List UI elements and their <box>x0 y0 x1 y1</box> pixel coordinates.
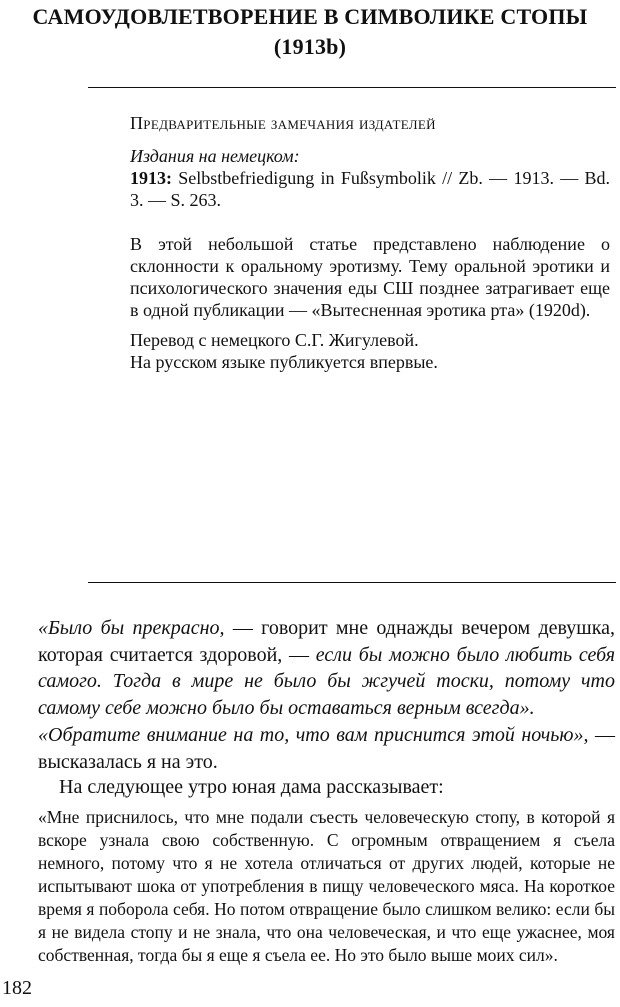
p1-normal-a: — говорит мне однажды вечером девушка, которая считается здоровой, — <box>38 617 615 666</box>
title-line-2: (1913b) <box>273 34 347 59</box>
body-paragraph-3: На следующее утро юная дама рассказывает: <box>59 776 444 798</box>
title-line-1: САМОУДОВЛЕТВОРЕНИЕ В СИМВОЛИКЕ СТОПЫ <box>32 4 588 29</box>
translation-note <box>130 329 610 373</box>
edition-year: 1913: <box>130 168 172 188</box>
body-paragraph-1 <box>38 615 615 721</box>
edition-entry <box>130 167 610 211</box>
page-title <box>30 2 590 62</box>
first-publication-note: На русском языке публикуется впервые. <box>130 352 438 372</box>
edition-text: Selbstbefriedigung in Fußsymbolik // Zb. — 1913. — Bd. 3. — S. 263. <box>130 168 611 210</box>
p1-italic-a: «Было бы прекрасно, <box>38 617 225 639</box>
editorial-description: В этой небольшой статье представлено наблюдение о склонности к оральному эротизму. Тему оральной эротики и психологического значения еды СШ позднее затрагивает еще в одной публикации — «Вытесненная эротика рта» (1920d). <box>130 234 610 320</box>
dream-quote: «Мне приснилось, что мне подали съесть человеческую стопу, в которой я вскоре узнала свою собственную. С огромным отвращением я съела немного, потому что я не хотела отличаться от других людей, которые не испытывают шока от употребления в пищу человеческого мяса. На короткое время я поборола себя. Но потом отвращение было слишком велико: если бы я не видела стопу и не знала, что она человеческая, и что еще ужаснее, моя собственная, тогда бы я еще я съела ее. Но это было выше моих сил». <box>38 807 615 965</box>
bottom-divider <box>88 582 616 583</box>
p2-normal: — высказалась я на это. <box>38 724 615 773</box>
translator-credit: Перевод с немецкого С.Г. Жигулевой. <box>130 330 419 350</box>
body-paragraph-2 <box>38 722 615 775</box>
german-editions-label: Издания на немецком: <box>130 146 300 166</box>
editorial-heading: Предварительные замечания издателей <box>130 113 436 133</box>
page-number: 182 <box>2 977 32 999</box>
p1-italic-b: если бы можно было любить себя самого. Тогда в мире не было бы жгучей тоски, потому что самому себе можно было бы оставаться верным всегда». <box>38 643 615 719</box>
p2-italic: «Обратите внимание на то, что вам приснится этой ночью», <box>38 724 589 746</box>
top-divider <box>88 87 616 88</box>
